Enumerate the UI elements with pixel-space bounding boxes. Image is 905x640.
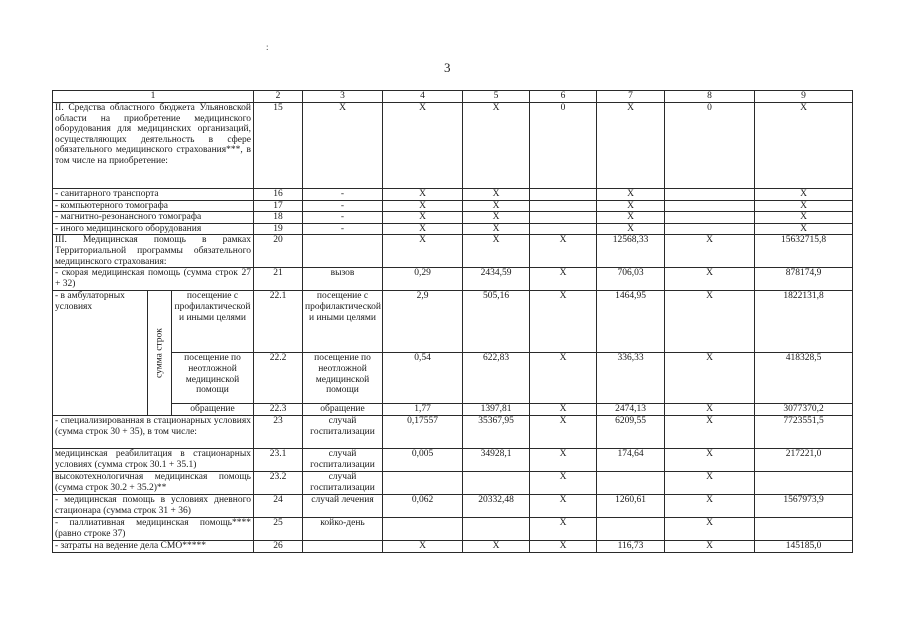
header-cell: 8 (665, 91, 755, 103)
table-row (53, 235, 853, 268)
table-cell: X (530, 472, 597, 495)
header-cell: 9 (755, 91, 853, 103)
table-cell: 20332,48 (463, 495, 530, 518)
table-row (53, 103, 853, 189)
row-label: высокотехнологичная медицинская помощь (сумма строк 30.2 + 35.2)** (53, 472, 254, 495)
table-cell: X (665, 353, 755, 404)
table-cell (530, 189, 597, 201)
table-cell: 20 (254, 235, 303, 268)
table-cell: койко-день (303, 518, 383, 541)
table-cell (665, 212, 755, 224)
table-cell (665, 223, 755, 235)
table-cell: посещение по неотложной медицинской помощи (303, 353, 383, 404)
table-cell: 2434,59 (463, 268, 530, 291)
table-cell (383, 518, 463, 541)
table-cell: X (665, 404, 755, 416)
table-cell: 17 (254, 200, 303, 212)
header-cell: 6 (530, 91, 597, 103)
table-cell: X (755, 223, 853, 235)
table-cell: вызов (303, 268, 383, 291)
header-cell: 5 (463, 91, 530, 103)
table-cell: 21 (254, 268, 303, 291)
table-cell: X (463, 200, 530, 212)
table-cell: 22.2 (254, 353, 303, 404)
table-cell: X (665, 291, 755, 353)
table-cell: 23 (254, 416, 303, 449)
table-cell (665, 200, 755, 212)
table-cell: 2,9 (383, 291, 463, 353)
table-cell: обращение (303, 404, 383, 416)
funding-table (52, 90, 853, 553)
table-cell: 1567973,9 (755, 495, 853, 518)
header-cell: 4 (383, 91, 463, 103)
table-cell: X (597, 189, 665, 201)
table-cell: посещение с профилактической и иными целями (303, 291, 383, 353)
table-cell: - (303, 189, 383, 201)
table-cell: 1822131,8 (755, 291, 853, 353)
table-cell: 34928,1 (463, 449, 530, 472)
table-cell: 23.1 (254, 449, 303, 472)
row-label: - магнитно-резонансного томографа (53, 212, 254, 224)
row-label: - затраты на ведение дела СМО***** (53, 541, 254, 553)
table-cell: X (755, 200, 853, 212)
table-cell: 217221,0 (755, 449, 853, 472)
table-row (53, 404, 853, 416)
table-cell: случай госпитализации (303, 449, 383, 472)
row-label: - медицинская помощь в условиях дневного стационара (сумма строк 31 + 36) (53, 495, 254, 518)
table-cell: 0,29 (383, 268, 463, 291)
table-cell (383, 472, 463, 495)
table-cell: 0,062 (383, 495, 463, 518)
table-cell: X (665, 472, 755, 495)
table-cell: X (597, 212, 665, 224)
table-cell (755, 472, 853, 495)
table-cell: X (530, 541, 597, 553)
table-cell: 336,33 (597, 353, 665, 404)
table-cell: 25 (254, 518, 303, 541)
table-cell: - (303, 212, 383, 224)
table-cell: X (597, 103, 665, 189)
table-cell: X (597, 200, 665, 212)
table-cell (597, 472, 665, 495)
table-cell (530, 200, 597, 212)
table-cell: 622,83 (463, 353, 530, 404)
table-cell: X (383, 541, 463, 553)
table-cell: X (383, 200, 463, 212)
table-cell: 6209,55 (597, 416, 665, 449)
table-row (53, 472, 853, 495)
table-cell (597, 518, 665, 541)
table-row (53, 291, 853, 353)
table-cell: X (665, 416, 755, 449)
table-cell: 19 (254, 223, 303, 235)
table-cell (530, 212, 597, 224)
table-row (53, 223, 853, 235)
table-body (53, 91, 853, 553)
table-cell: 16 (254, 189, 303, 201)
table-cell: X (303, 103, 383, 189)
table-cell: X (383, 189, 463, 201)
table-cell (303, 235, 383, 268)
table-cell: - (303, 223, 383, 235)
table-cell: 26 (254, 541, 303, 553)
table-cell (665, 189, 755, 201)
table-cell (530, 223, 597, 235)
table-cell: 15 (254, 103, 303, 189)
table-cell: 12568,33 (597, 235, 665, 268)
table-cell: 2474,13 (597, 404, 665, 416)
table-cell: 23.2 (254, 472, 303, 495)
table-cell: 15632715,8 (755, 235, 853, 268)
row-label: - санитарного транспорта (53, 189, 254, 201)
table-cell: X (530, 235, 597, 268)
table-cell: 706,03 (597, 268, 665, 291)
table-cell: 0,005 (383, 449, 463, 472)
row-label: II. Средства областного бюджета Ульяновской области на приобретение медицинского оборудования для медицинских организаций, осуществляющих деятельность в сфере обязательного медицинского страхования***, в том числе на приобретение: (53, 103, 254, 189)
table-cell: X (665, 449, 755, 472)
table-row (53, 495, 853, 518)
table-cell: X (530, 518, 597, 541)
row-label: медицинская реабилитация в стационарных условиях (сумма строк 30.1 + 35.1) (53, 449, 254, 472)
header-cell: 2 (254, 91, 303, 103)
table-cell: 35367,95 (463, 416, 530, 449)
table-cell: X (665, 518, 755, 541)
table-cell: 174,64 (597, 449, 665, 472)
table-cell: 22.1 (254, 291, 303, 353)
table-cell (303, 541, 383, 553)
table-cell: X (383, 223, 463, 235)
table-cell: X (463, 189, 530, 201)
scan-dots: : (266, 42, 269, 52)
table-row (53, 541, 853, 553)
table-row (53, 200, 853, 212)
table-cell: 0,17557 (383, 416, 463, 449)
table-cell: 1260,61 (597, 495, 665, 518)
ambulatory-subtype: посещение по неотложной медицинской помощи (172, 353, 254, 404)
ambulatory-subtype: обращение (172, 404, 254, 416)
table-cell: случай госпитализации (303, 472, 383, 495)
table-cell: 145185,0 (755, 541, 853, 553)
page-number: 3 (444, 60, 451, 75)
table-cell: X (383, 103, 463, 189)
row-label: - паллиативная медицинская помощь**** (равно строке 37) (53, 518, 254, 541)
ambulatory-label: - в амбулаторных условиях (53, 291, 148, 416)
table-cell: 18 (254, 212, 303, 224)
table-cell: 3077370,2 (755, 404, 853, 416)
header-cell: 7 (597, 91, 665, 103)
table-cell: X (755, 212, 853, 224)
table-cell: 878174,9 (755, 268, 853, 291)
table-cell: X (530, 404, 597, 416)
table-cell: X (665, 235, 755, 268)
table-cell: случай госпитализации (303, 416, 383, 449)
table-cell (463, 518, 530, 541)
table-cell: X (597, 223, 665, 235)
table-row (53, 518, 853, 541)
table-cell: 7723551,5 (755, 416, 853, 449)
table-cell (755, 518, 853, 541)
table-cell: 22.3 (254, 404, 303, 416)
table-row (53, 449, 853, 472)
row-label: - компьютерного томографа (53, 200, 254, 212)
table-cell: 418328,5 (755, 353, 853, 404)
table-cell: - (303, 200, 383, 212)
table-cell: X (463, 223, 530, 235)
ambulatory-subtype: посещение с профилактической и иными целями (172, 291, 254, 353)
table-cell: X (530, 495, 597, 518)
table-row (53, 189, 853, 201)
table-cell: X (530, 291, 597, 353)
row-label: - иного медицинского оборудования (53, 223, 254, 235)
table-cell: 1397,81 (463, 404, 530, 416)
table-cell: 0 (665, 103, 755, 189)
table-cell: 116,73 (597, 541, 665, 553)
table-row (53, 212, 853, 224)
table-cell: 1464,95 (597, 291, 665, 353)
table-cell: X (665, 495, 755, 518)
table-cell: X (530, 268, 597, 291)
table-cell: 1,77 (383, 404, 463, 416)
table-cell: X (463, 541, 530, 553)
sum-rows-label: сумма строк (148, 291, 172, 416)
row-label: - скорая медицинская помощь (сумма строк 27 + 32) (53, 268, 254, 291)
table-cell: X (463, 103, 530, 189)
table-cell: X (530, 353, 597, 404)
header-cell: 3 (303, 91, 383, 103)
table-cell (463, 472, 530, 495)
table-cell: 0 (530, 103, 597, 189)
row-label: - специализированная в стационарных условиях (сумма строк 30 + 35), в том числе: (53, 416, 254, 449)
table-cell: X (665, 541, 755, 553)
table-cell: X (755, 103, 853, 189)
header-cell: 1 (53, 91, 254, 103)
table-cell: X (665, 268, 755, 291)
table-cell: 0,54 (383, 353, 463, 404)
table-cell: случай лечения (303, 495, 383, 518)
row-label: III. Медицинская помощь в рамках Территориальной программы обязательного медицинского страхования: (53, 235, 254, 268)
table-cell: X (755, 189, 853, 201)
table-cell: X (383, 212, 463, 224)
table-row (53, 416, 853, 449)
table-cell: 24 (254, 495, 303, 518)
table-cell: X (383, 235, 463, 268)
table-row (53, 91, 853, 103)
table-cell: X (530, 449, 597, 472)
table-cell: X (530, 416, 597, 449)
table-row (53, 268, 853, 291)
table-row (53, 353, 853, 404)
table-cell: X (463, 235, 530, 268)
table-cell: X (463, 212, 530, 224)
table-cell: 505,16 (463, 291, 530, 353)
